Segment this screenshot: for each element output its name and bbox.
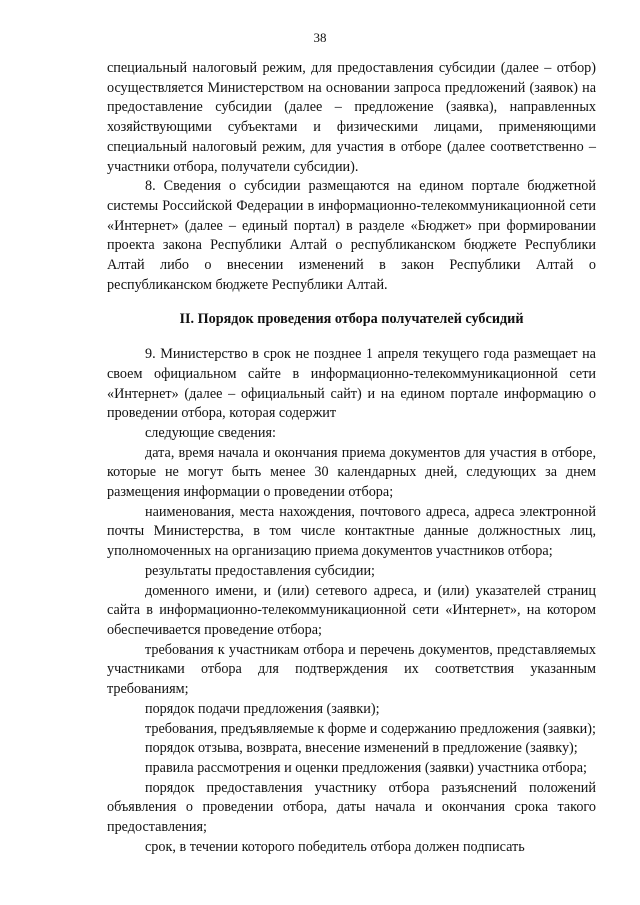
paragraphs-before-heading bbox=[107, 59, 596, 295]
paragraph: следующие сведения: bbox=[145, 424, 276, 441]
paragraph: наименования, места нахождения, почтового адреса, адреса электронной почты Министерства, в том числе контактные данные должностных лиц, уполномоченных на организацию приема документов участников отбора; bbox=[107, 503, 596, 560]
paragraph: порядок предоставления участнику отбора разъяснений положений объявления о проведении отбора, даты начала и окончания срока такого предоставления; bbox=[107, 779, 596, 836]
page-number: 38 bbox=[313, 30, 327, 45]
paragraph: требования к участникам отбора и перечень документов, представляемых участниками отбора для подтверждения их соответствия указанным требованиям; bbox=[107, 641, 596, 698]
paragraph: результаты предоставления субсидии; bbox=[145, 562, 375, 579]
paragraph: доменного имени, и (или) сетевого адреса, и (или) указателей страниц сайта в информационно-телекоммуникационной сети «Интернет», на котором обеспечивается проведение отбора; bbox=[107, 582, 596, 638]
paragraph: правила рассмотрения и оценки предложения (заявки) участника отбора; bbox=[145, 759, 587, 776]
paragraph: дата, время начала и окончания приема документов для участия в отборе, которые не могут быть менее 30 календарных дней, следующих за днем размещения информации о проведении отбора; bbox=[107, 444, 596, 501]
document-body bbox=[107, 59, 596, 857]
paragraph: специальный налоговый режим, для предоставления субсидии (далее – отбор) осуществляется Министерством на основании запроса предложений (заявок) на предоставление субсидии (далее – предложение (заявка), направленных хозяйствующими субъектами и физическими лицами, применяющими специальный налоговый режим, для участия в отборе (далее соответственно – участники отбора, получатели субсидии). bbox=[107, 60, 596, 175]
paragraph: требования, предъявляемые к форме и содержанию предложения (заявки); bbox=[145, 720, 596, 737]
paragraphs-after-heading bbox=[107, 345, 596, 857]
section-heading: II. Порядок проведения отбора получателей субсидий bbox=[179, 311, 524, 328]
paragraph: 8. Сведения о субсидии размещаются на едином портале бюджетной системы Российской Федерации в информационно-телекоммуникационной сети «Интернет» (далее – единый портал) в разделе «Бюджет» при формировании проекта закона Республики Алтай о республиканском бюджете Республики Алтай либо о внесении изменений в закон Республики Алтай о республиканском бюджете Республики Алтай. bbox=[107, 178, 596, 293]
paragraph: срок, в течении которого победитель отбора должен подписать bbox=[145, 838, 525, 855]
paragraph: порядок подачи предложения (заявки); bbox=[145, 700, 380, 717]
paragraph: порядок отзыва, возврата, внесение изменений в предложение (заявку); bbox=[145, 740, 578, 757]
paragraph: 9. Министерство в срок не позднее 1 апреля текущего года размещает на своем официальном сайте в информационно-телекоммуникационной сети «Интернет» (далее – официальный сайт) и на едином портале информацию о проведении отбора, которая содержит bbox=[107, 346, 596, 422]
